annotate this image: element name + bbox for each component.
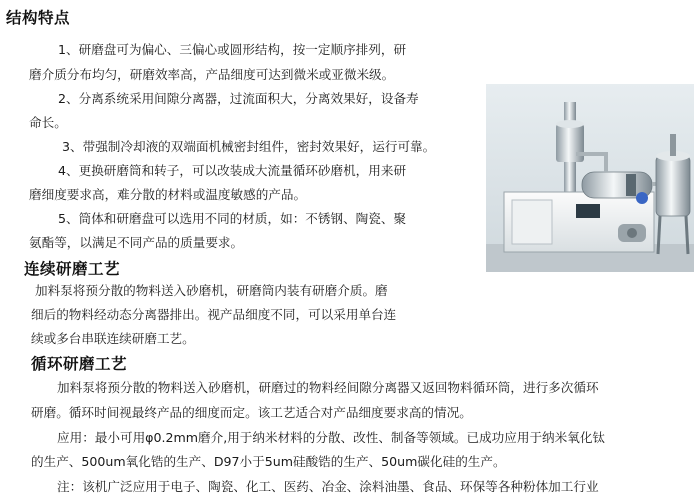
paragraph-line: 加料泵将预分散的物料送入砂磨机，研磨过的物料经间隙分离器又返回物料循环筒，进行多次循环: [57, 380, 599, 395]
paragraph-line: 研磨。循环时间视最终产品的细度而定。该工艺适合对产品细度要求高的情况。: [31, 405, 472, 420]
sand-mill-machine-illustration: [486, 84, 694, 272]
paragraph-line: 续或多台串联连续研磨工艺。: [31, 331, 195, 346]
heading-structure-features: 结构特点: [6, 9, 71, 27]
paragraph-line: 2、分离系统采用间隙分离器，过流面积大，分离效果好，设备寿: [58, 91, 419, 106]
paragraph-line: 5、筒体和研磨盘可以选用不同的材质，如：不锈钢、陶瓷、聚: [58, 211, 407, 226]
paragraph-line: 的生产、500um氧化锆的生产、D97小于5um硅酸锆的生产、50um碳化硅的生产。: [31, 454, 506, 469]
heading-continuous-grinding: 连续研磨工艺: [24, 260, 121, 278]
paragraph-line: 细后的物料经动态分离器排出。视产品细度不同，可以采用单台连: [31, 307, 397, 322]
paragraph-line: 磨细度要求高，难分散的材料或温度敏感的产品。: [29, 187, 307, 202]
paragraph-line: 加料泵将预分散的物料送入砂磨机，研磨筒内装有研磨介质。磨: [35, 283, 388, 298]
heading-circulation-grinding: 循环研磨工艺: [31, 355, 128, 373]
paragraph-line: 命长。: [29, 115, 67, 130]
paragraph-line: 1、研磨盘可为偏心、三偏心或圆形结构，按一定顺序排列，研: [58, 42, 407, 57]
paragraph-line: 磨介质分布均匀，研磨效率高，产品细度可达到微米或亚微米级。: [29, 67, 395, 82]
paragraph-line: 注：该机广泛应用于电子、陶瓷、化工、医药、冶金、涂料油墨、食品、环保等各种粉体加工行业: [57, 479, 599, 494]
paragraph-line: 4、更换研磨筒和转子，可以改装成大流量循环砂磨机，用来研: [58, 163, 407, 178]
paragraph-line: 应用：最小可用φ0.2mm磨介,用于纳米材料的分散、改性、制备等领域。已成功应用于纳米氧化钛: [57, 430, 606, 445]
paragraph-line: 3、带强制冷却液的双端面机械密封组件，密封效果好，运行可靠。: [62, 139, 436, 154]
sand-mill-machine-photo: [486, 84, 694, 272]
paragraph-line: 氨酯等，以满足不同产品的质量要求。: [29, 235, 244, 250]
